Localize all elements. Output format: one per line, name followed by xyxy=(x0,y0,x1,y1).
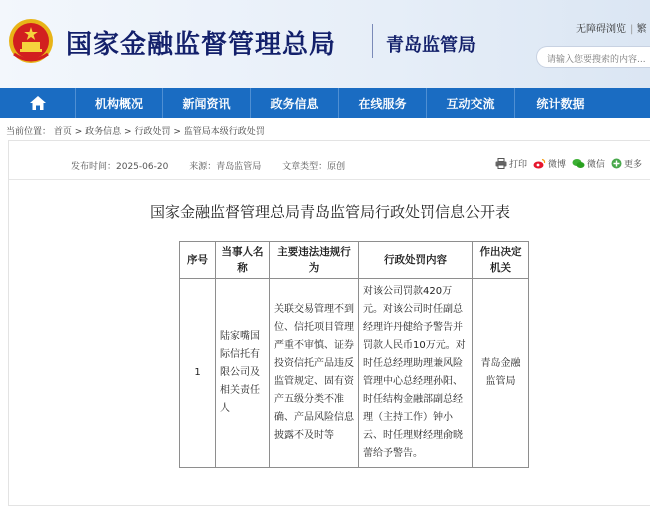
print-label: 打印 xyxy=(509,160,528,170)
header-penalty: 行政处罚内容 xyxy=(359,242,473,279)
cell-party: 陆家嘴国际信托有限公司及相关责任人 xyxy=(216,279,270,468)
breadcrumb xyxy=(6,124,265,137)
search-input[interactable]: 请输入您要搜索的内容... xyxy=(536,46,650,68)
breadcrumb-separator: > xyxy=(170,127,184,137)
article-source: 来源：青岛监管局 xyxy=(189,162,262,172)
traditional-chinese-link[interactable]: 繁 xyxy=(636,24,647,35)
more-share-button[interactable] xyxy=(611,157,642,170)
publish-time: 发布时间：2025-06-20 xyxy=(71,162,169,172)
nav-item-government-info[interactable]: 政务信息 xyxy=(251,88,339,118)
wechat-label: 微信 xyxy=(587,160,606,170)
breadcrumb-separator: > xyxy=(71,127,86,137)
table-header-row xyxy=(180,242,529,279)
breadcrumb-government-info[interactable]: 政务信息 xyxy=(85,127,122,137)
weibo-icon xyxy=(533,158,546,169)
breadcrumb-label: 当前位置： xyxy=(6,127,52,137)
table-row xyxy=(180,279,529,468)
penalty-table xyxy=(179,241,529,468)
plus-circle-icon xyxy=(611,158,622,169)
site-header xyxy=(0,0,650,88)
breadcrumb-current[interactable]: 监管局本级行政处罚 xyxy=(183,127,265,137)
article-meta xyxy=(71,159,363,172)
share-bar xyxy=(495,157,648,170)
nav-item-about[interactable]: 机构概况 xyxy=(76,88,163,118)
wechat-share-button[interactable] xyxy=(572,157,605,170)
article-type: 文章类型：原创 xyxy=(282,162,346,172)
accessibility-link[interactable]: 无障碍浏览 xyxy=(576,24,626,35)
cell-authority: 青岛金融监管局 xyxy=(473,279,529,468)
nav-item-statistics[interactable]: 统计数据 xyxy=(536,96,585,111)
meta-divider xyxy=(9,179,650,180)
breadcrumb-home[interactable]: 首页 xyxy=(53,127,72,137)
cell-violation: 关联交易管理不到位、信托项目管理严重不审慎、证券投资信托产品违反监管规定、固有资产五级分类不准确、产品风险信息披露不及时等 xyxy=(270,279,359,468)
header-authority: 作出决定机关 xyxy=(473,242,529,279)
weibo-label: 微博 xyxy=(548,160,567,170)
cell-penalty: 对该公司罚款420万元。对该公司时任副总经理许丹健给予警告并罚款人民币10万元。对时任总经理助理兼风险管理中心总经理孙阳、时任结构金融部副总经理（主持工作）钟小云、时任理财经理俞晓蕾给予警告。 xyxy=(359,279,473,468)
nav-item-online-service[interactable]: 在线服务 xyxy=(339,88,427,118)
breadcrumb-penalty[interactable]: 行政处罚 xyxy=(134,127,171,137)
title-divider xyxy=(372,24,373,58)
national-emblem-icon xyxy=(8,16,54,66)
breadcrumb-separator: > xyxy=(121,127,135,137)
nav-item-interaction[interactable]: 互动交流 xyxy=(427,88,515,118)
home-icon xyxy=(29,95,47,111)
wechat-icon xyxy=(572,158,585,169)
header-violation: 主要违法违规行为 xyxy=(270,242,359,279)
weibo-share-button[interactable] xyxy=(533,157,566,170)
cell-serial: 1 xyxy=(180,279,216,468)
header-serial: 序号 xyxy=(180,242,216,279)
document-title: 国家金融监督管理总局青岛监管局行政处罚信息公开表 xyxy=(149,203,510,221)
article-panel xyxy=(8,140,650,506)
nav-item-news[interactable]: 新闻资讯 xyxy=(163,88,251,118)
header-party: 当事人名称 xyxy=(216,242,270,279)
nav-home[interactable] xyxy=(0,88,76,118)
print-button[interactable] xyxy=(495,157,527,170)
main-nav xyxy=(0,88,650,118)
top-links xyxy=(576,20,647,35)
site-title: 国家金融监督管理总局 xyxy=(66,30,337,60)
branch-title: 青岛监管局 xyxy=(386,35,476,56)
more-label: 更多 xyxy=(624,160,643,170)
printer-icon xyxy=(495,158,507,169)
link-separator: | xyxy=(630,24,634,35)
